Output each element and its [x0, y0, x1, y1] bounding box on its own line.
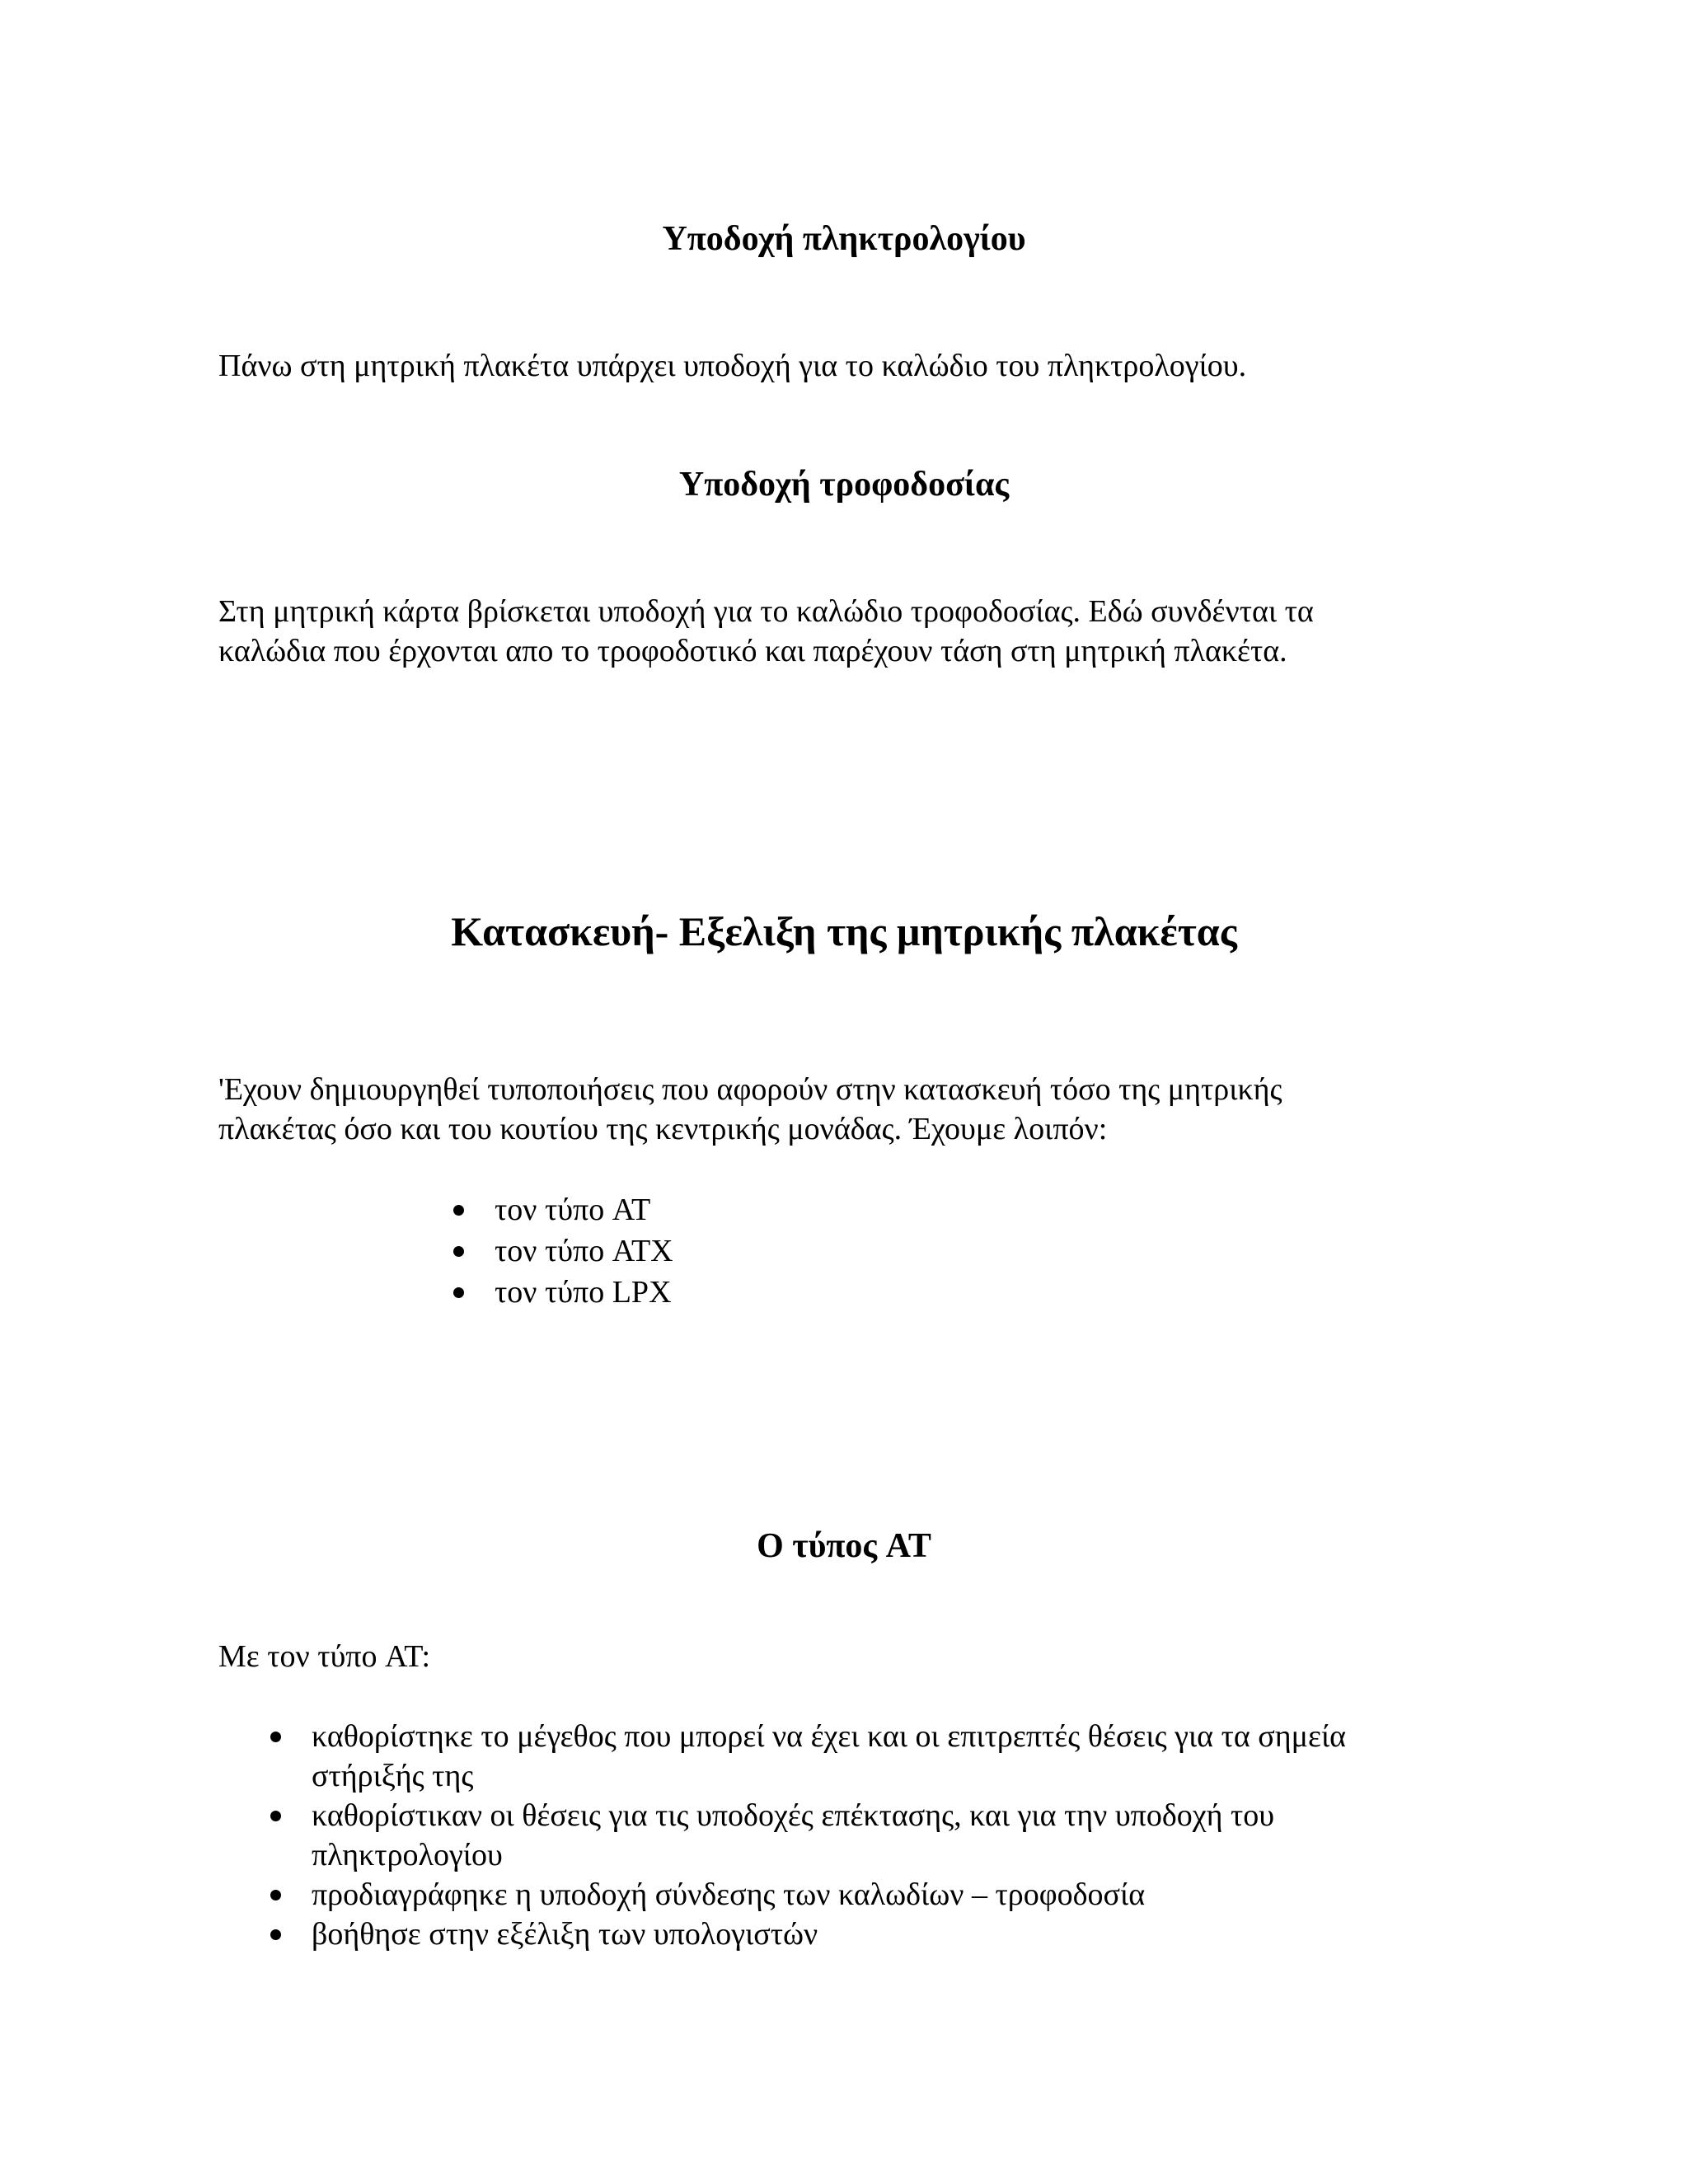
list-item	[445, 1272, 1104, 1313]
list-item	[445, 1230, 1104, 1272]
list-item-text: πληκτρολογίου	[312, 1838, 503, 1872]
list-item-text: καθορίστηκε το μέγεθος που μπορεί να έχει και οι επιτρεπτές θέσεις για τα σημεία	[312, 1719, 1347, 1754]
paragraph-line: Πάνω στη μητρική πλακέτα υπάρχει υποδοχή για το καλώδιο του πληκτρολογίου.	[218, 349, 1247, 383]
list-item	[262, 1875, 1465, 1915]
paragraph-power-port	[218, 592, 1504, 671]
list-item-text: τον τύπο ATX	[495, 1234, 673, 1268]
heading-at-type: Ο τύπος AT	[757, 1527, 931, 1565]
list-item-text: τον τύπο LPX	[495, 1275, 672, 1310]
list-item-text: προδιαγράφηκε η υποδοχή σύνδεσης των καλωδίων – τροφοδοσία	[312, 1877, 1146, 1912]
list-item-text: τον τύπο AT	[495, 1193, 651, 1227]
paragraph-line: 'Εχουν δημιουργηθεί τυποποιήσεις που αφορούν στην κατασκευή τόσο της μητρικής	[218, 1072, 1282, 1107]
paragraph-line: πλακέτας όσο και του κουτίου της κεντρικής μονάδας. Έχουμε λοιπόν:	[218, 1112, 1108, 1146]
form-factor-list	[445, 1189, 1104, 1313]
list-item	[262, 1717, 1465, 1796]
heading-construction-evolution: Κατασκευή- Εξελιξη της μητρικής πλακέτας	[451, 908, 1237, 954]
bullet-icon	[270, 1732, 281, 1742]
paragraph-line: Με τον τύπο AT:	[218, 1639, 431, 1674]
list-item	[262, 1915, 1465, 1954]
bullet-icon	[270, 1929, 281, 1940]
paragraph-keyboard-port	[218, 346, 1504, 386]
list-item	[262, 1796, 1465, 1875]
heading-power-port: Υποδοχή τροφοδοσίας	[678, 466, 1010, 504]
paragraph-line: Στη μητρική κάρτα βρίσκεται υποδοχή για το καλώδιο τροφοδοσίας. Εδώ συνδένται τα	[218, 594, 1314, 629]
paragraph-at-intro	[218, 1637, 1504, 1676]
list-item	[445, 1189, 1104, 1230]
bullet-icon	[453, 1205, 464, 1216]
bullet-icon	[453, 1287, 464, 1298]
bullet-icon	[270, 1890, 281, 1900]
paragraph-line: καλώδια που έρχονται απο το τροφοδοτικό και παρέχουν τάση στη μητρική πλακέτα.	[218, 634, 1287, 668]
paragraph-construction-evolution	[218, 1070, 1504, 1149]
bullet-icon	[453, 1246, 464, 1257]
list-item-text: στήριξής της	[312, 1759, 474, 1793]
at-features-list	[262, 1717, 1465, 1954]
list-item-text: καθορίστικαν οι θέσεις για τις υποδοχές επέκτασης, και για την υποδοχή του	[312, 1798, 1275, 1833]
bullet-icon	[270, 1811, 281, 1821]
list-item-text: βοήθησε στην εξέλιξη των υπολογιστών	[312, 1917, 818, 1952]
heading-keyboard-port: Υποδοχή πληκτρολογίου	[662, 220, 1026, 258]
